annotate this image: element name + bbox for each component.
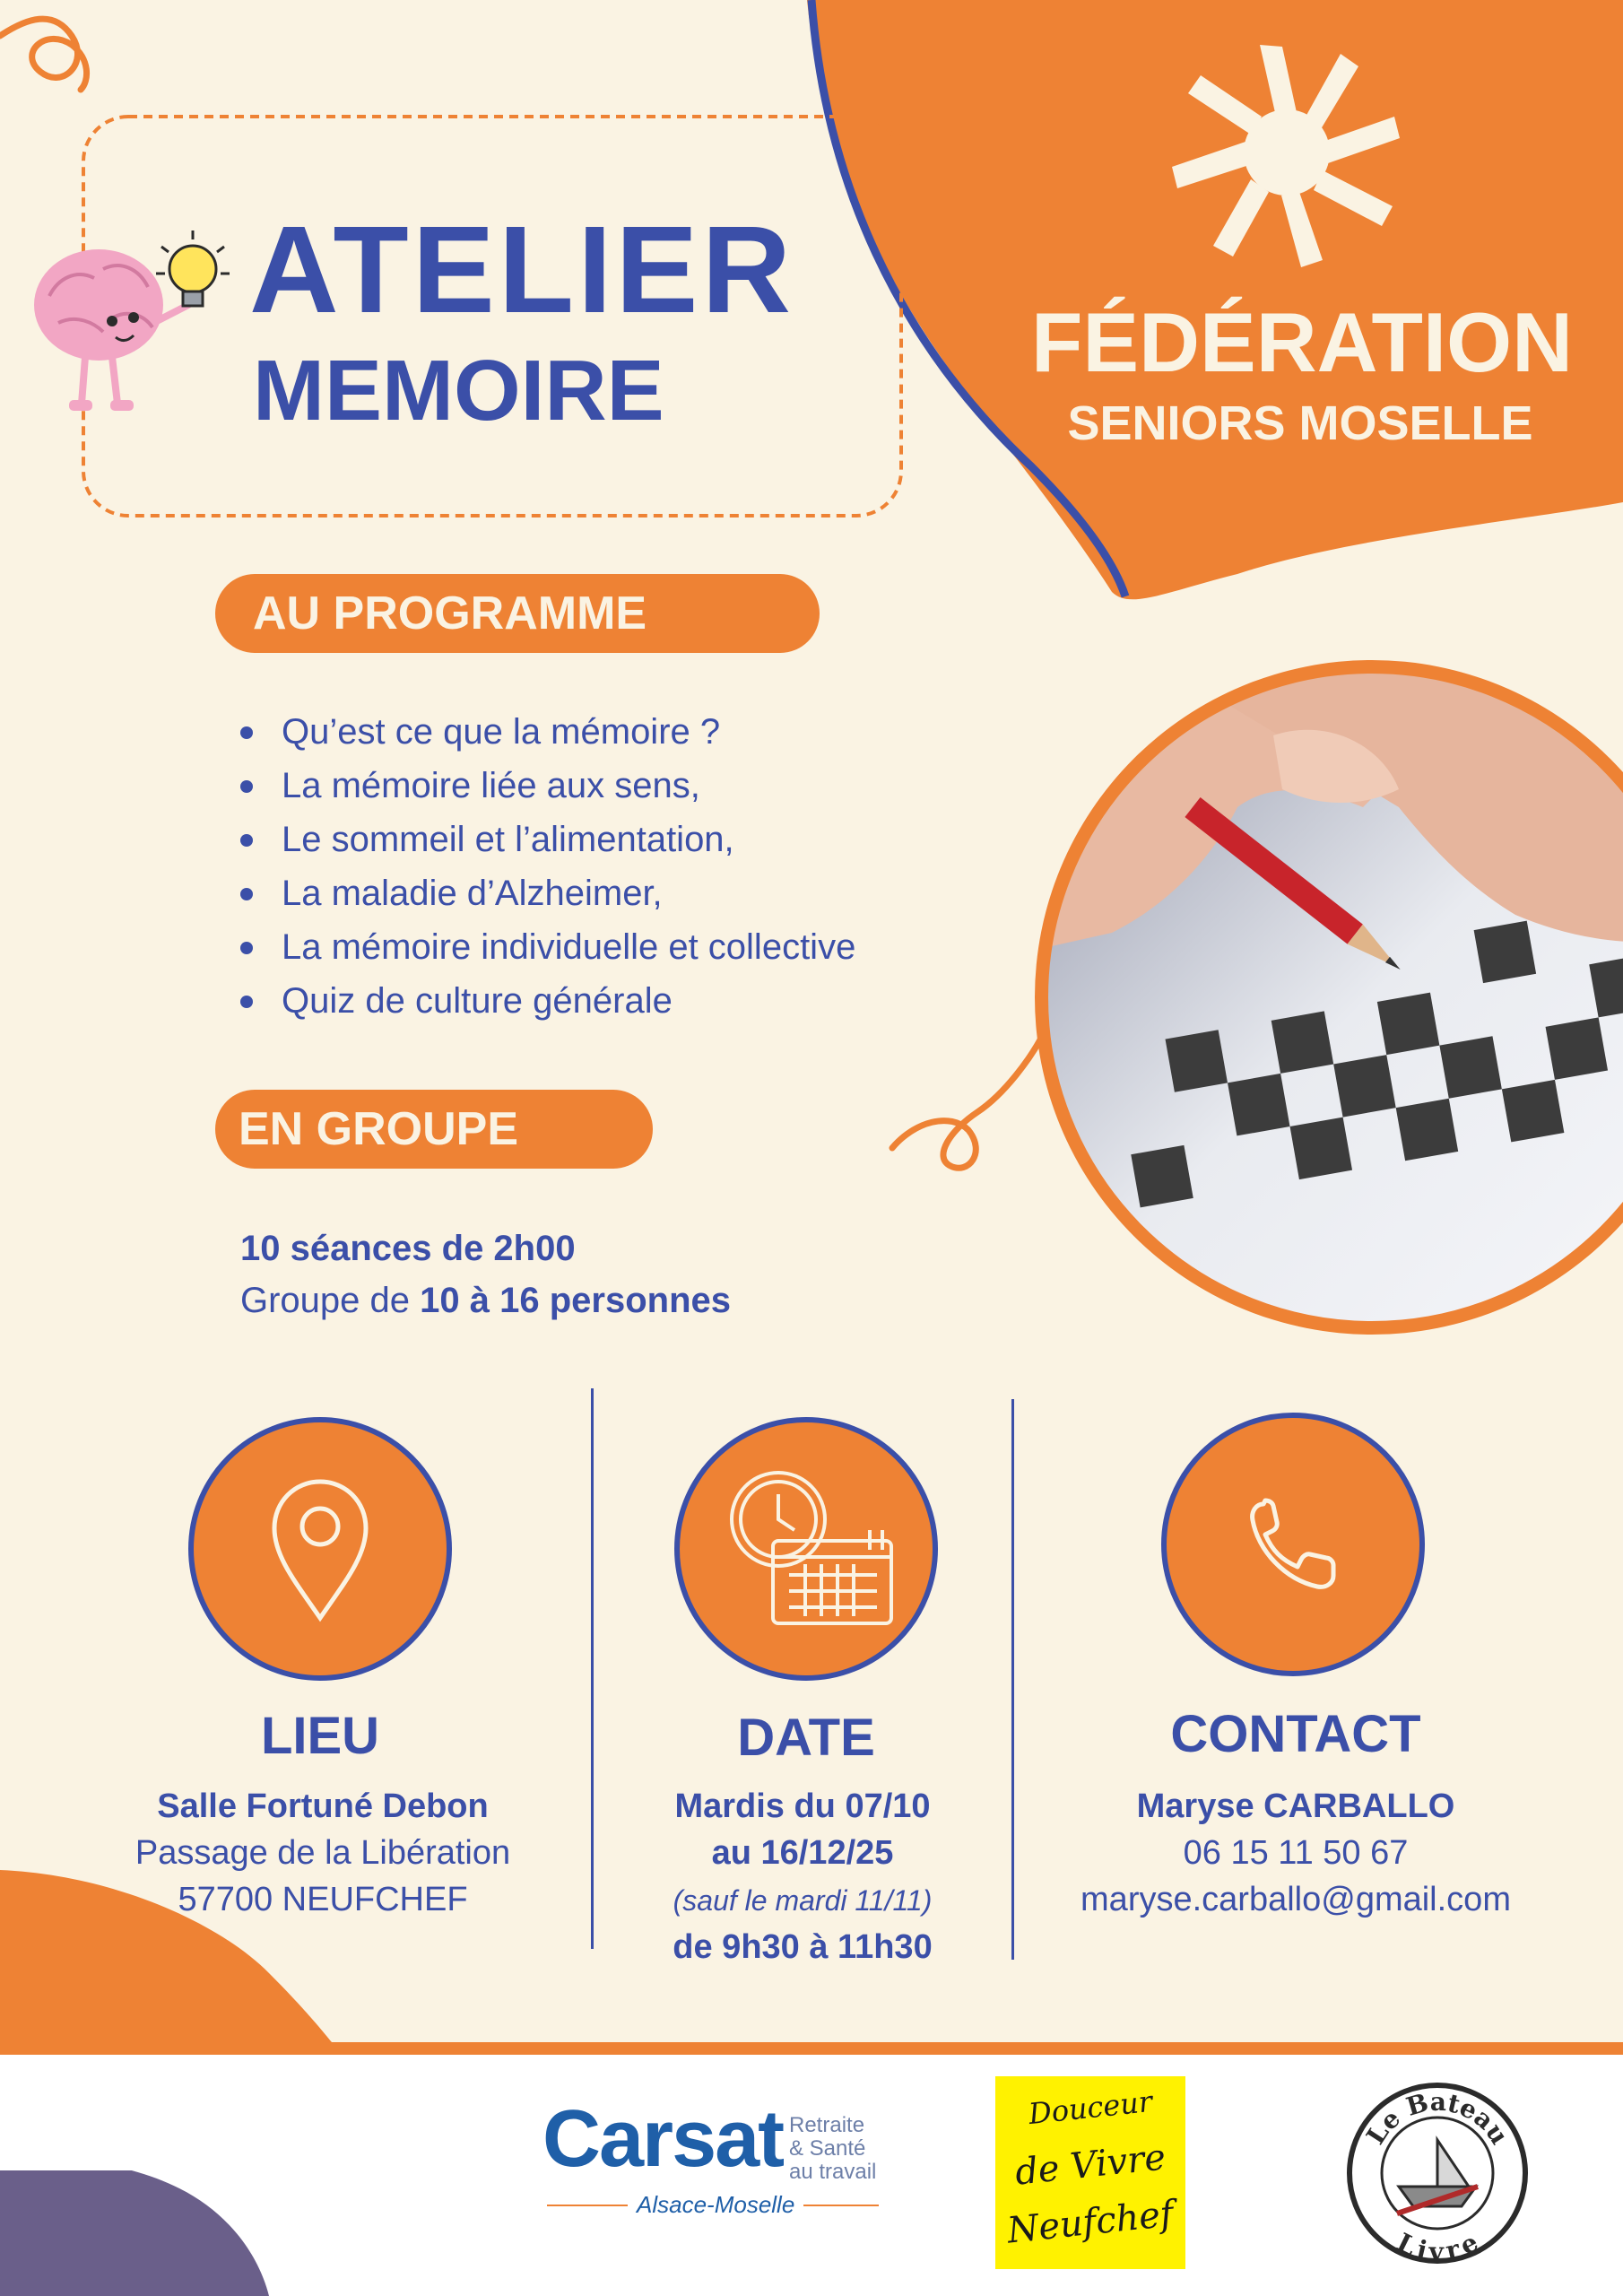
group-heading: EN GROUPE — [215, 1090, 653, 1169]
phone-icon — [1167, 1418, 1419, 1671]
group-sessions: 10 séances de 2h00 — [240, 1229, 576, 1268]
date-range-end: au 16/12/25 — [711, 1834, 894, 1872]
contact-email[interactable]: maryse.carballo@gmail.com — [1081, 1881, 1511, 1918]
carsat-tagline: Retraite & Santé au travail — [789, 2113, 877, 2184]
list-item: Qu’est ce que la mémoire ? — [235, 705, 855, 759]
douceur-logo — [995, 2076, 1185, 2269]
federation-subtitle: SENIORS MOSELLE — [1067, 396, 1533, 450]
list-item: La mémoire individuelle et collective — [235, 920, 855, 974]
date-details — [592, 1783, 1013, 1970]
contact-heading: CONTACT — [1170, 1705, 1421, 1763]
title-atelier: ATELIER — [249, 201, 795, 339]
lieu-details — [108, 1783, 538, 1923]
programme-heading: AU PROGRAMME — [215, 574, 820, 653]
bateau-livre-logo — [1343, 2079, 1532, 2267]
crossword-photo — [1031, 647, 1623, 1336]
carsat-logo: Carsat — [542, 2094, 784, 2184]
date-range-start: Mardis du 07/10 — [674, 1787, 931, 1825]
bateau-bottom-text: Livre — [1392, 2227, 1483, 2267]
list-item: La maladie d’Alzheimer, — [235, 866, 855, 920]
lieu-heading: LIEU — [260, 1707, 380, 1765]
list-item: Le sommeil et l’alimentation, — [235, 813, 855, 866]
federation-name: FÉDÉRATION — [1031, 295, 1574, 389]
lieu-street: Passage de la Libération — [135, 1834, 511, 1872]
douceur-line2: de Vivre — [1012, 2136, 1168, 2194]
contact-circle — [1161, 1413, 1425, 1676]
contact-details — [1040, 1783, 1551, 1923]
date-circle — [674, 1417, 938, 1681]
lieu-venue: Salle Fortuné Debon — [157, 1787, 489, 1825]
lieu-city: 57700 NEUFCHEF — [178, 1881, 468, 1918]
programme-list — [235, 705, 855, 1028]
squiggle-top-left — [0, 19, 87, 90]
list-item: Quiz de culture générale — [235, 974, 855, 1028]
douceur-line1: Douceur — [1027, 2083, 1154, 2132]
douceur-line3: Neufchef — [1005, 2193, 1176, 2252]
title-memoire: MEMOIRE — [253, 343, 664, 439]
clock-calendar-icon — [680, 1422, 933, 1675]
date-hours: de 9h30 à 11h30 — [673, 1928, 933, 1966]
lightbulb-icon — [152, 229, 233, 336]
list-item: La mémoire liée aux sens, — [235, 759, 855, 813]
contact-phone[interactable]: 06 15 11 50 67 — [1183, 1834, 1409, 1872]
date-heading: DATE — [737, 1709, 875, 1767]
contact-name: Maryse CARBALLO — [1136, 1787, 1455, 1825]
carsat-region: Alsace-Moselle — [628, 2191, 803, 2219]
bateau-top-text: Le Bateau — [1360, 2086, 1515, 2150]
lieu-circle — [188, 1417, 452, 1681]
group-size: Groupe de 10 à 16 personnes — [240, 1281, 731, 1320]
purple-corner-overlay — [0, 2170, 269, 2296]
location-pin-icon — [194, 1422, 447, 1675]
date-exception: (sauf le mardi 11/11) — [673, 1884, 933, 1917]
footer-bar — [0, 2042, 1623, 2055]
squiggle-photo — [892, 1031, 1045, 1168]
